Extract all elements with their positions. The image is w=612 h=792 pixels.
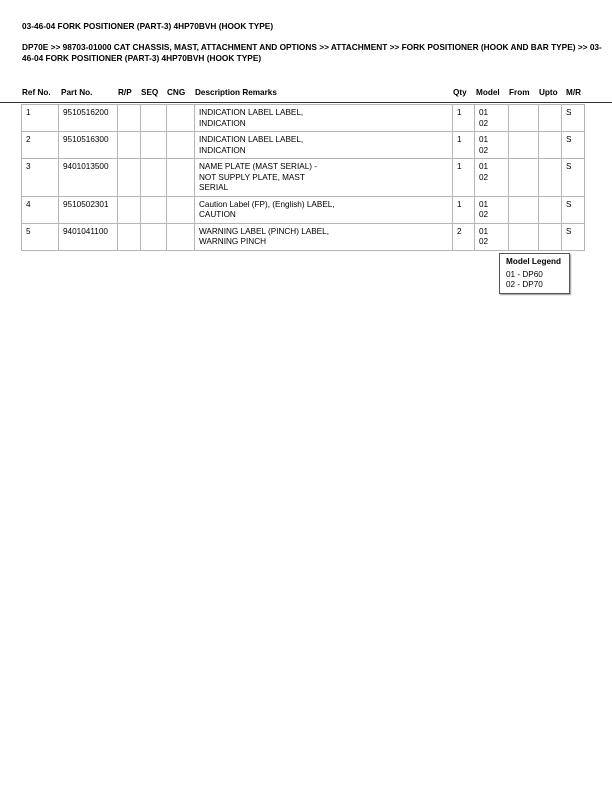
seq-cell [141, 159, 167, 197]
header-from: From [509, 88, 530, 97]
qty-cell: 1 [453, 159, 475, 197]
upto-cell [539, 196, 562, 223]
upto-cell [539, 105, 562, 132]
header-model: Model [476, 88, 500, 97]
ref-no-cell: 1 [22, 105, 59, 132]
rp-cell [118, 105, 141, 132]
cng-cell [167, 159, 195, 197]
model-line: 02 [479, 237, 489, 246]
from-cell [509, 132, 539, 159]
table-row [22, 132, 585, 159]
qty-cell: 2 [453, 223, 475, 250]
mr-cell: S [562, 196, 585, 223]
breadcrumb: DP70E >> 98703-01000 CAT CHASSIS, MAST, ATTACHMENT AND OPTIONS >> ATTACHMENT >> FORK POSITIONER (HOOK AND BAR TYPE) >> 03-46-04 FORK POSITIONER (PART-3) 4HP70BVH (HOOK TYPE) [22, 42, 602, 63]
model-line: 02 [479, 172, 489, 182]
header-description: Description Remarks [195, 88, 277, 97]
description-cell [195, 159, 453, 197]
qty-cell: 1 [453, 105, 475, 132]
upto-cell [539, 132, 562, 159]
model-cell [475, 105, 509, 132]
qty-cell: 1 [453, 196, 475, 223]
from-cell [509, 105, 539, 132]
model-cell [475, 132, 509, 159]
model-legend [499, 253, 570, 294]
rp-cell [118, 196, 141, 223]
cng-cell [167, 196, 195, 223]
page-title: 03-46-04 FORK POSITIONER (PART-3) 4HP70BVH (HOOK TYPE) [22, 21, 274, 31]
model-line: 02 [479, 145, 489, 155]
model-cell [475, 223, 509, 250]
part-no-cell: 9510502301 [59, 196, 118, 223]
from-cell [509, 223, 539, 250]
description-cell [195, 105, 453, 132]
ref-no-cell: 4 [22, 196, 59, 223]
header-qty: Qty [453, 88, 467, 97]
mr-cell: S [562, 223, 585, 250]
cng-cell [167, 105, 195, 132]
cng-cell [167, 132, 195, 159]
description-line: WARNING LABEL (PINCH) LABEL, [199, 226, 329, 236]
upto-cell [539, 223, 562, 250]
description-line: CAUTION [199, 210, 236, 219]
cng-cell [167, 223, 195, 250]
model-line: 02 [479, 118, 489, 128]
description-line: NOT SUPPLY PLATE, MAST [199, 172, 305, 182]
table-row [22, 105, 585, 132]
header-divider [0, 102, 612, 103]
model-line: 02 [479, 210, 489, 219]
table-row [22, 223, 585, 250]
seq-cell [141, 132, 167, 159]
rp-cell [118, 132, 141, 159]
ref-no-cell: 3 [22, 159, 59, 197]
from-cell [509, 196, 539, 223]
legend-item: 02 - DP70 [506, 280, 543, 289]
rp-cell [118, 223, 141, 250]
description-line: NAME PLATE (MAST SERIAL) - [199, 162, 317, 171]
part-no-cell: 9401013500 [59, 159, 118, 197]
mr-cell: S [562, 132, 585, 159]
description-line: SERIAL [199, 183, 229, 192]
ref-no-cell: 5 [22, 223, 59, 250]
qty-cell: 1 [453, 132, 475, 159]
upto-cell [539, 159, 562, 197]
description-cell [195, 132, 453, 159]
mr-cell: S [562, 105, 585, 132]
description-cell [195, 196, 453, 223]
seq-cell [141, 196, 167, 223]
description-cell [195, 223, 453, 250]
part-no-cell: 9510516300 [59, 132, 118, 159]
part-no-cell: 9401041100 [59, 223, 118, 250]
table-row [22, 159, 585, 197]
description-line: INDICATION [199, 118, 246, 128]
header-upto: Upto [539, 88, 558, 97]
header-seq: SEQ [141, 88, 159, 97]
header-rp: R/P [118, 88, 132, 97]
ref-no-cell: 2 [22, 132, 59, 159]
legend-item: 01 - DP60 [506, 270, 543, 279]
header-ref-no: Ref No. [22, 88, 51, 97]
seq-cell [141, 223, 167, 250]
legend-title: Model Legend [506, 257, 562, 266]
seq-cell [141, 105, 167, 132]
header-mr: M/R [566, 88, 582, 97]
model-line: 01 [479, 108, 489, 117]
part-no-cell: 9510516200 [59, 105, 118, 132]
description-line: WARNING PINCH [199, 237, 267, 246]
model-cell [475, 196, 509, 223]
description-line: INDICATION LABEL LABEL, [199, 108, 304, 117]
model-line: 01 [479, 226, 489, 236]
header-cng: CNG [167, 88, 186, 97]
table-row [22, 196, 585, 223]
rp-cell [118, 159, 141, 197]
parts-table [21, 104, 585, 251]
model-cell [475, 159, 509, 197]
model-line: 01 [479, 199, 489, 209]
header-part-no: Part No. [61, 88, 93, 97]
description-line: INDICATION [199, 145, 246, 155]
mr-cell: S [562, 159, 585, 197]
model-line: 01 [479, 135, 489, 144]
description-line: Caution Label (FP), (English) LABEL, [199, 199, 335, 209]
model-line: 01 [479, 162, 489, 171]
description-line: INDICATION LABEL LABEL, [199, 135, 304, 144]
from-cell [509, 159, 539, 197]
